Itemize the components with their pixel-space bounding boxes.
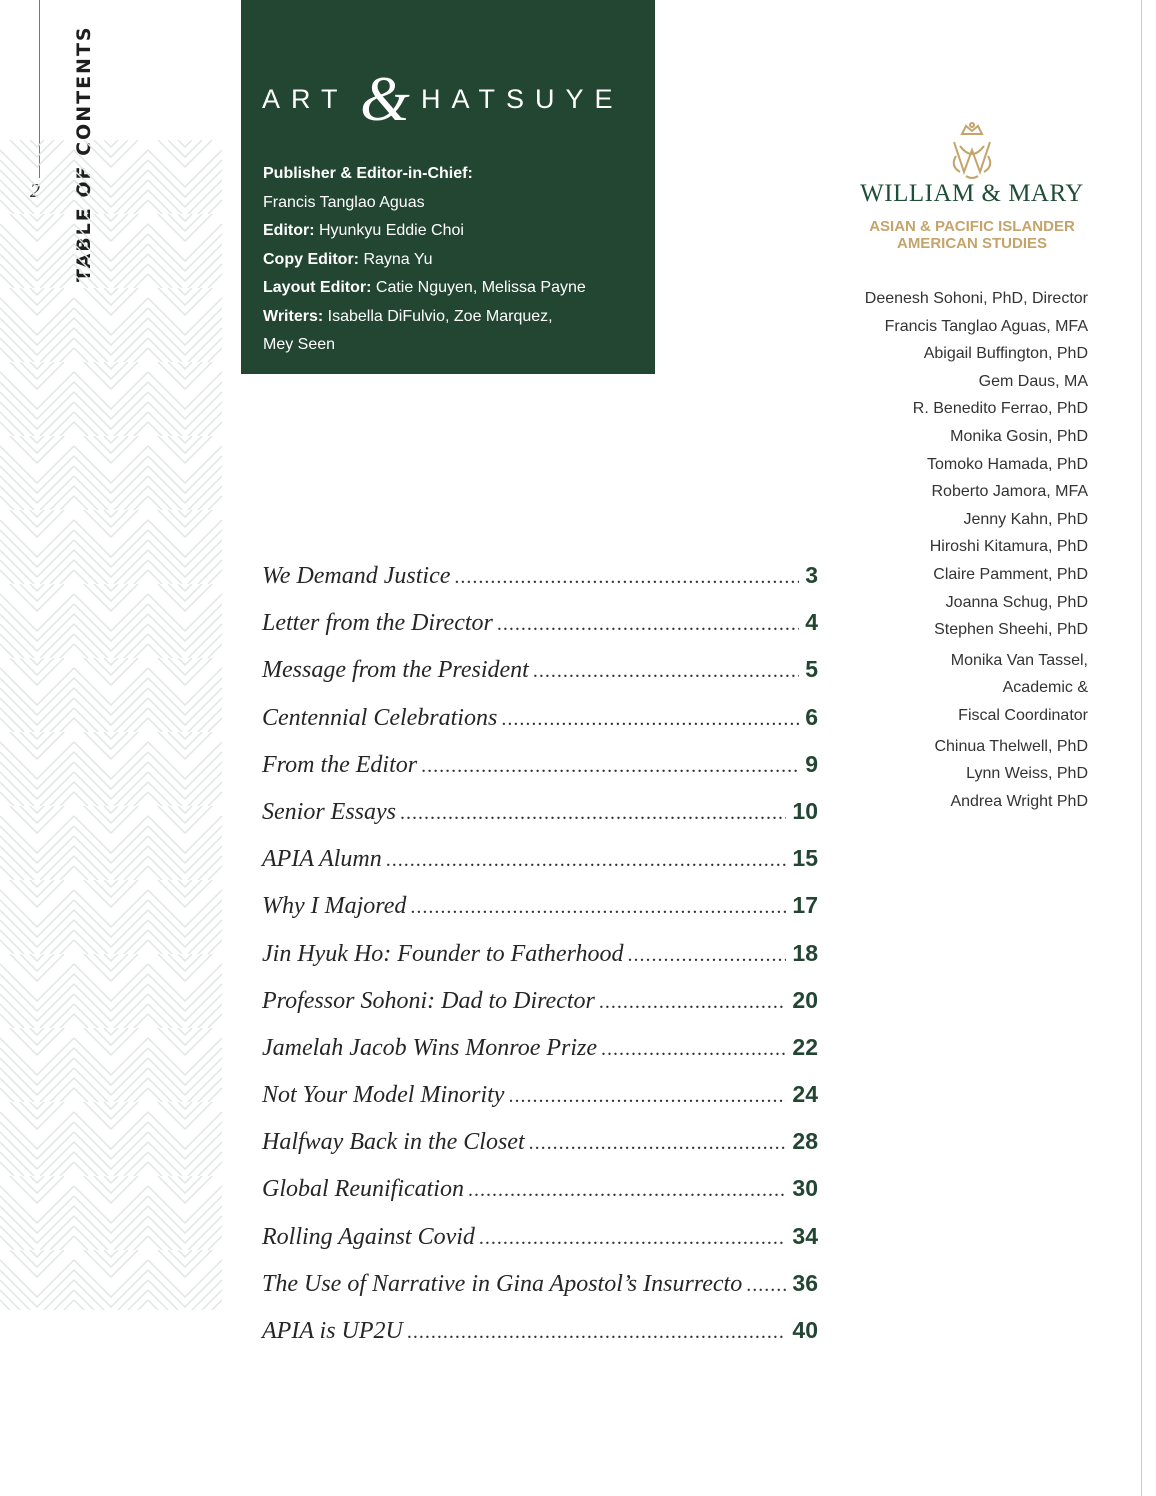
credit-line: Writers: Isabella DiFulvio, Zoe Marquez, <box>263 307 553 325</box>
dot-leader <box>501 708 799 731</box>
toc-entry-page: 36 <box>792 1269 818 1296</box>
toc-entry-title: The Use of Narrative in Gina Apostol’s Insurrecto <box>262 1270 743 1297</box>
toc-entry-title: Centennial Celebrations <box>262 704 498 731</box>
masthead-panel <box>241 0 655 374</box>
toc-entry-title: Halfway Back in the Closet <box>262 1129 525 1156</box>
masthead-credits <box>263 160 648 360</box>
toc-entry-title: Letter from the Director <box>262 610 493 637</box>
dot-leader <box>508 1085 786 1108</box>
logo-word-hatsuye: HATSUYE <box>421 84 624 114</box>
dot-leader <box>454 566 799 589</box>
faculty-member: Monika Gosin, PhD <box>950 427 1088 445</box>
toc-entry[interactable] <box>262 1223 818 1270</box>
toc-entry-page: 9 <box>805 750 818 777</box>
dot-leader <box>533 660 799 683</box>
faculty-list <box>780 285 1088 815</box>
dot-leader <box>400 802 786 825</box>
toc-entry[interactable] <box>262 1175 818 1222</box>
dot-leader <box>529 1132 787 1155</box>
logo-word-art: ART <box>262 84 349 114</box>
toc-entry-title: Senior Essays <box>262 798 396 825</box>
toc-entry-title: Global Reunification <box>262 1176 464 1203</box>
magazine-logo <box>262 63 642 138</box>
toc-entry-page: 4 <box>805 609 818 636</box>
faculty-member: Gem Daus, MA <box>978 372 1088 390</box>
toc-entry-page: 34 <box>792 1222 818 1249</box>
toc-entry-page: 17 <box>792 892 818 919</box>
toc-entry[interactable] <box>262 892 818 939</box>
faculty-member: Lynn Weiss, PhD <box>966 765 1088 783</box>
royal-cipher-icon <box>946 122 998 180</box>
toc-entry[interactable] <box>262 609 818 656</box>
credit-line: Publisher & Editor-in-Chief: <box>263 165 473 182</box>
faculty-member: Deenesh Sohoni, PhD, Director <box>864 290 1088 307</box>
toc-entry[interactable] <box>262 1034 818 1081</box>
institution-name: WILLIAM & MARY <box>860 180 1084 207</box>
toc-entry-page: 10 <box>792 797 818 824</box>
dot-leader <box>628 944 787 967</box>
toc-entry-title: APIA Alumn <box>262 846 382 873</box>
toc-entry-title: From the Editor <box>262 751 418 778</box>
toc-entry[interactable] <box>262 1081 818 1128</box>
logo-ampersand: & <box>360 63 410 134</box>
toc-entry-page: 22 <box>792 1033 818 1060</box>
toc-entry-title: Message from the President <box>262 657 529 684</box>
toc-entry-page: 5 <box>805 656 818 683</box>
program-name: ASIAN & PACIFIC ISLANDER AMERICAN STUDIES <box>869 218 1075 252</box>
toc-entry[interactable] <box>262 940 818 987</box>
dot-leader <box>468 1179 786 1202</box>
toc-entry-page: 30 <box>792 1175 818 1202</box>
credit-line: Editor: Hyunkyu Eddie Choi <box>263 222 464 239</box>
toc-entry-page: 24 <box>792 1081 818 1108</box>
dot-leader <box>410 896 786 919</box>
toc-entry[interactable] <box>262 1317 818 1364</box>
toc-entry-title: Why I Majored <box>262 893 407 920</box>
toc-entry[interactable] <box>262 656 818 703</box>
toc-entry-title: We Demand Justice <box>262 563 451 589</box>
credit-line: Mey Seen <box>263 336 336 353</box>
toc-entry[interactable] <box>262 798 818 845</box>
dot-leader <box>497 613 799 636</box>
dot-leader <box>746 1274 786 1297</box>
faculty-member: Monika Van Tassel, Academic & Fiscal Coordinator <box>950 651 1088 724</box>
faculty-member: Abigail Buffington, PhD <box>923 345 1088 363</box>
dot-leader <box>601 1038 786 1061</box>
credit-line: Francis Tanglao Aguas <box>263 193 425 211</box>
toc-entry[interactable] <box>262 562 818 609</box>
toc-entry-page: 3 <box>805 562 818 588</box>
page-edge <box>1141 0 1142 1496</box>
toc-entry[interactable] <box>262 1270 818 1317</box>
toc-entry[interactable] <box>262 987 818 1034</box>
dot-leader <box>479 1227 787 1250</box>
dot-leader <box>407 1321 787 1344</box>
dot-leader <box>386 849 787 872</box>
toc-entry-page: 40 <box>792 1317 818 1343</box>
credit-line: Copy Editor: Rayna Yu <box>263 250 433 268</box>
dot-leader <box>421 755 799 778</box>
faculty-member: Francis Tanglao Aguas, MFA <box>884 317 1088 335</box>
table-of-contents <box>262 562 818 1364</box>
dot-leader <box>599 991 787 1014</box>
chevron-pattern <box>0 140 222 1310</box>
faculty-member: Roberto Jamora, MFA <box>931 483 1088 501</box>
toc-entry-page: 18 <box>792 939 818 966</box>
faculty-member: Andrea Wright PhD <box>950 792 1088 810</box>
toc-entry-title: Professor Sohoni: Dad to Director <box>262 987 595 1014</box>
faculty-member: Joanna Schug, PhD <box>945 593 1088 611</box>
faculty-member: Stephen Sheehi, PhD <box>934 621 1088 639</box>
toc-entry-page: 15 <box>792 845 818 872</box>
toc-entry-title: Jamelah Jacob Wins Monroe Prize <box>262 1034 598 1061</box>
faculty-member: Jenny Kahn, PhD <box>963 510 1088 528</box>
toc-entry-title: Rolling Against Covid <box>262 1223 475 1250</box>
toc-entry-title: APIA is UP2U <box>262 1318 403 1344</box>
faculty-member: Tomoko Hamada, PhD <box>927 455 1088 473</box>
toc-entry-title: Jin Hyuk Ho: Founder to Fatherhood <box>262 940 624 967</box>
toc-entry[interactable] <box>262 751 818 798</box>
credit-line: Layout Editor: Catie Nguyen, Melissa Payne <box>263 279 586 296</box>
faculty-member: Chinua Thelwell, PhD <box>934 737 1088 755</box>
toc-entry-page: 6 <box>805 703 818 730</box>
toc-entry-page: 20 <box>792 986 818 1013</box>
faculty-member: Claire Pamment, PhD <box>933 565 1088 583</box>
toc-entry-title: Not Your Model Minority <box>262 1082 505 1109</box>
faculty-member: R. Benedito Ferrao, PhD <box>912 400 1088 418</box>
faculty-member: Hiroshi Kitamura, PhD <box>929 538 1088 556</box>
toc-entry[interactable] <box>262 1128 818 1175</box>
toc-entry[interactable] <box>262 704 818 751</box>
toc-entry[interactable] <box>262 845 818 892</box>
toc-entry-page: 28 <box>792 1128 818 1155</box>
